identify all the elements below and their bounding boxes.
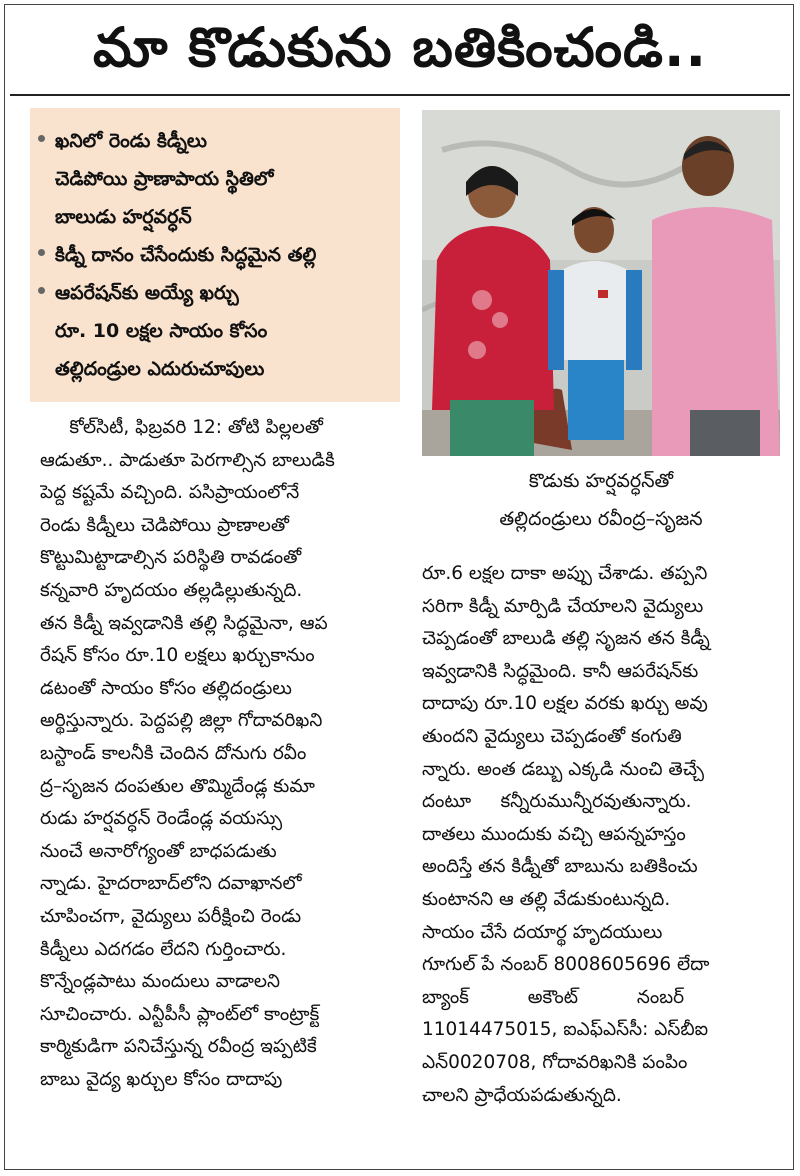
article-body-left [40, 412, 412, 1096]
highlight-text: కిడ్నీ దానం చేసేందుకు సిద్ధమైన తల్లి [55, 244, 317, 266]
body-line: 11014475015, ఐఎఫ్‌ఎస్‌సీ: ఎస్‌బీఐ [422, 1019, 709, 1041]
body-line: దాతలు ముందుకు వచ్చి ఆపన్నహస్తం [422, 823, 686, 845]
body-line: ద్ర–సృజన దంపతుల తొమ్మిదేండ్ల కుమా [40, 775, 315, 797]
body-line: చెప్పడంతో బాలుడి తల్లి సృజన తన కిడ్నీ [422, 628, 710, 650]
body-line: దంటూ కన్నీరుమున్నీరవుతున్నారు. [422, 791, 692, 813]
body-line: నుంచే అనారోగ్యంతో బాధపడుతు [40, 840, 277, 862]
headline-rule [10, 94, 790, 96]
body-line: అందిస్తే తన కిడ్నీతో బాబును బతికించు [422, 856, 698, 878]
caption-line: తల్లిదండ్రులు రవీంద్ర–సృజన [499, 508, 703, 530]
body-line: చూపించగా, వైద్యులు పరీక్షించి రెండు [40, 905, 302, 927]
body-line: ఇవ్వడానికి సిద్ధమైంది. కానీ ఆపరేషన్‌కు [422, 660, 699, 682]
body-line: ఆడుతూ.. పాడుతూ పెరగాల్సిన బాలుడికి [40, 449, 335, 471]
body-line: కిడ్నీలు ఎదగడం లేదని గుర్తించారు. [40, 938, 287, 960]
photo-caption [422, 462, 780, 538]
article-body-right [422, 558, 786, 1112]
body-line: కోల్‌సిటీ, ఫిబ్రవరి 12: తోటి పిల్లలతో [40, 417, 323, 438]
body-line: సాయం చేసే దయార్థ హృదయులు [422, 921, 663, 943]
body-line: డటంతో సాయం కోసం తల్లిదండ్రులు [40, 677, 292, 699]
body-line: సరిగా కిడ్నీ మార్పిడి చేయాలని వైద్యులు [422, 595, 704, 617]
body-line: కార్మికుడిగా పనిచేస్తున్న రవీంద్ర ఇప్పటికే [40, 1036, 317, 1058]
bullet-icon [38, 287, 45, 294]
headline: మా కొడుకును బతికించండి.. [92, 16, 708, 79]
body-line: తుందని వైద్యులు చెప్పడంతో కంగుతి [422, 725, 682, 747]
family-photo [422, 110, 780, 456]
body-line: న్నాడు. హైదరాబాద్‌లోని దవాఖానలో [40, 873, 302, 895]
highlight-item [38, 236, 390, 274]
body-line: బస్టాండ్ కాలనీకి చెందిన దోనుగు రవీం [40, 742, 307, 764]
body-line: రెండు కిడ్నీలు చెడిపోయి ప్రాణాలతో [40, 514, 289, 536]
family-photo-illustration [422, 110, 780, 456]
body-line: గూగుల్ పే నంబర్ 8008605696 లేదా [422, 954, 710, 976]
body-line: రేషన్ కోసం రూ.10 లక్షలు ఖర్చుకానుం [40, 645, 315, 667]
bullet-icon [38, 135, 45, 142]
highlight-box [30, 108, 400, 402]
body-line: దాదాపు రూ.10 లక్షల వరకు ఖర్చు అవు [422, 693, 708, 715]
body-line: అర్థిస్తున్నారు. పెద్దపల్లి జిల్లా గోదావరిఖని [40, 710, 323, 732]
highlight-item [38, 122, 390, 236]
body-line: కన్నవారి హృదయం తల్లడిల్లుతున్నది. [40, 579, 303, 601]
bullet-icon [38, 249, 45, 256]
body-line: చాలని ప్రాధేయపడుతున్నది. [422, 1084, 622, 1106]
body-line: సూచించారు. ఎన్టీపీసీ ప్లాంట్‌లో కాంట్రాక్ట్ [40, 1003, 320, 1025]
body-line: న్నారు. అంత డబ్బు ఎక్కడి నుంచి తెచ్చే [422, 758, 705, 780]
body-line: బాబు వైద్య ఖర్చుల కోసం దాదాపు [40, 1068, 283, 1090]
body-line: రుడు హర్షవర్ధన్ రెండేండ్ల వయస్సు [40, 808, 283, 830]
body-line: బ్యాంక్ అకౌంట్ నంబర్ [422, 986, 685, 1008]
body-line: ఎన్0020708, గోదావరిఖనికి పంపిం [422, 1051, 688, 1073]
body-line: పెద్ద కష్టమే వచ్చింది. పసిప్రాయంలోనే [40, 482, 300, 504]
body-line: కుంటానని ఆ తల్లి వేడుకుంటున్నది. [422, 888, 671, 910]
caption-line: కొడుకు హర్షవర్ధన్‌తో [528, 470, 674, 492]
body-line: కొన్నేండ్లపాటు మందులు వాడాలని [40, 971, 280, 993]
highlight-text: ఆపరేషన్‌కు అయ్యే ఖర్చు రూ. 10 లక్షల సాయం కోసం తల్లిదండ్రుల ఎదురుచూపులు [55, 282, 268, 380]
highlight-item [38, 274, 390, 388]
body-line: కొట్టుమిట్టాడాల్సిన పరిస్థితి రావడంతో [40, 547, 302, 569]
highlight-text: ఖనిలో రెండు కిడ్నీలు చెడిపోయి ప్రాణాపాయ స్థితిలో బాలుడు హర్షవర్ధన్ [55, 130, 274, 228]
body-line: తన కిడ్నీ ఇవ్వడానికి తల్లి సిద్ధమైనా, ఆప [40, 612, 328, 634]
body-line: రూ.6 లక్షల దాకా అప్పు చేశాడు. తప్పని [422, 563, 708, 584]
